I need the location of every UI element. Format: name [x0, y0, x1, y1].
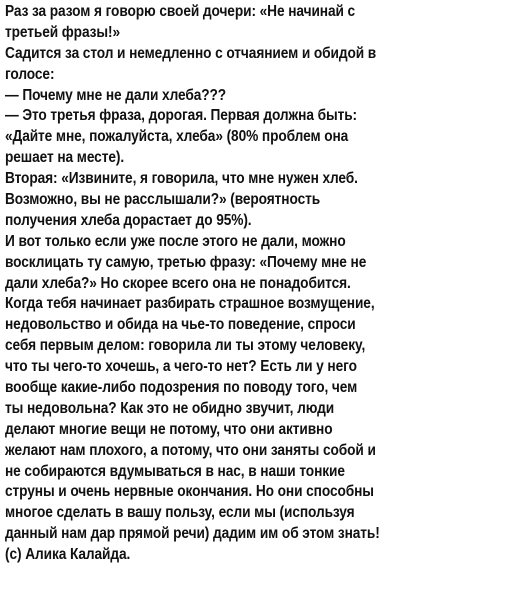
- text-line: Возможно, вы не расслышали?» (вероятность: [5, 191, 321, 209]
- text-line: многое сделать в вашу пользу, если мы (используя: [5, 504, 355, 522]
- text-line: — Это третья фраза, дорогая. Первая должна быть:: [5, 107, 358, 125]
- text-line: не собираются вдумываться в нас, в наши тонкие: [5, 462, 345, 480]
- text-line: голосе:: [5, 65, 55, 83]
- text-line: И вот только если уже после этого не дали, можно: [5, 232, 346, 250]
- text-line: струны и очень нервные окончания. Но они способны: [5, 483, 374, 501]
- text-line: себя первым делом: говорила ли ты этому человеку,: [5, 337, 366, 355]
- text-line: — Почему мне не дали хлеба???: [5, 86, 227, 104]
- text-line: восклицать ту самую, третью фразу: «Почему мне не: [5, 253, 367, 271]
- text-line: желают нам плохого, а потому, что они заняты собой и: [5, 441, 376, 459]
- text-line: данный нам дар прямой речи) дадим им об этом знать!: [5, 525, 380, 543]
- text-line: Когда тебя начинает разбирать страшное возмущение,: [5, 295, 375, 313]
- text-line: недовольство и обида на чье-то поведение, спроси: [5, 316, 356, 334]
- text-line: решает на месте).: [5, 149, 125, 167]
- text-line: что ты чего-то хочешь, а чего-то нет? Есть ли у него: [5, 358, 357, 376]
- text-line: «Дайте мне, пожалуйста, хлеба» (80% проблем она: [5, 128, 349, 146]
- text-line: делают многие вещи не потому, что они активно: [5, 420, 333, 438]
- text-line: Раз за разом я говорю своей дочери: «Не начинай с: [5, 3, 356, 20]
- text-line: дали хлеба?» Но скорее всего она не понадобится.: [5, 274, 351, 292]
- text-line: третьей фразы!»: [5, 23, 120, 41]
- text-line: получения хлеба дорастает до 95%).: [5, 211, 252, 229]
- text-line: ты недовольна? Как это не обидно звучит, люди: [5, 399, 335, 417]
- text-line: Вторая: «Извините, я говорила, что мне нужен хлеб.: [5, 170, 358, 188]
- text-line: Садится за стол и немедленно с отчаянием и обидой в: [5, 44, 377, 62]
- text-line: вообще какие-либо подозрения по поводу того, чем: [5, 379, 358, 397]
- author-signature: (с) Алика Калайда.: [5, 546, 131, 564]
